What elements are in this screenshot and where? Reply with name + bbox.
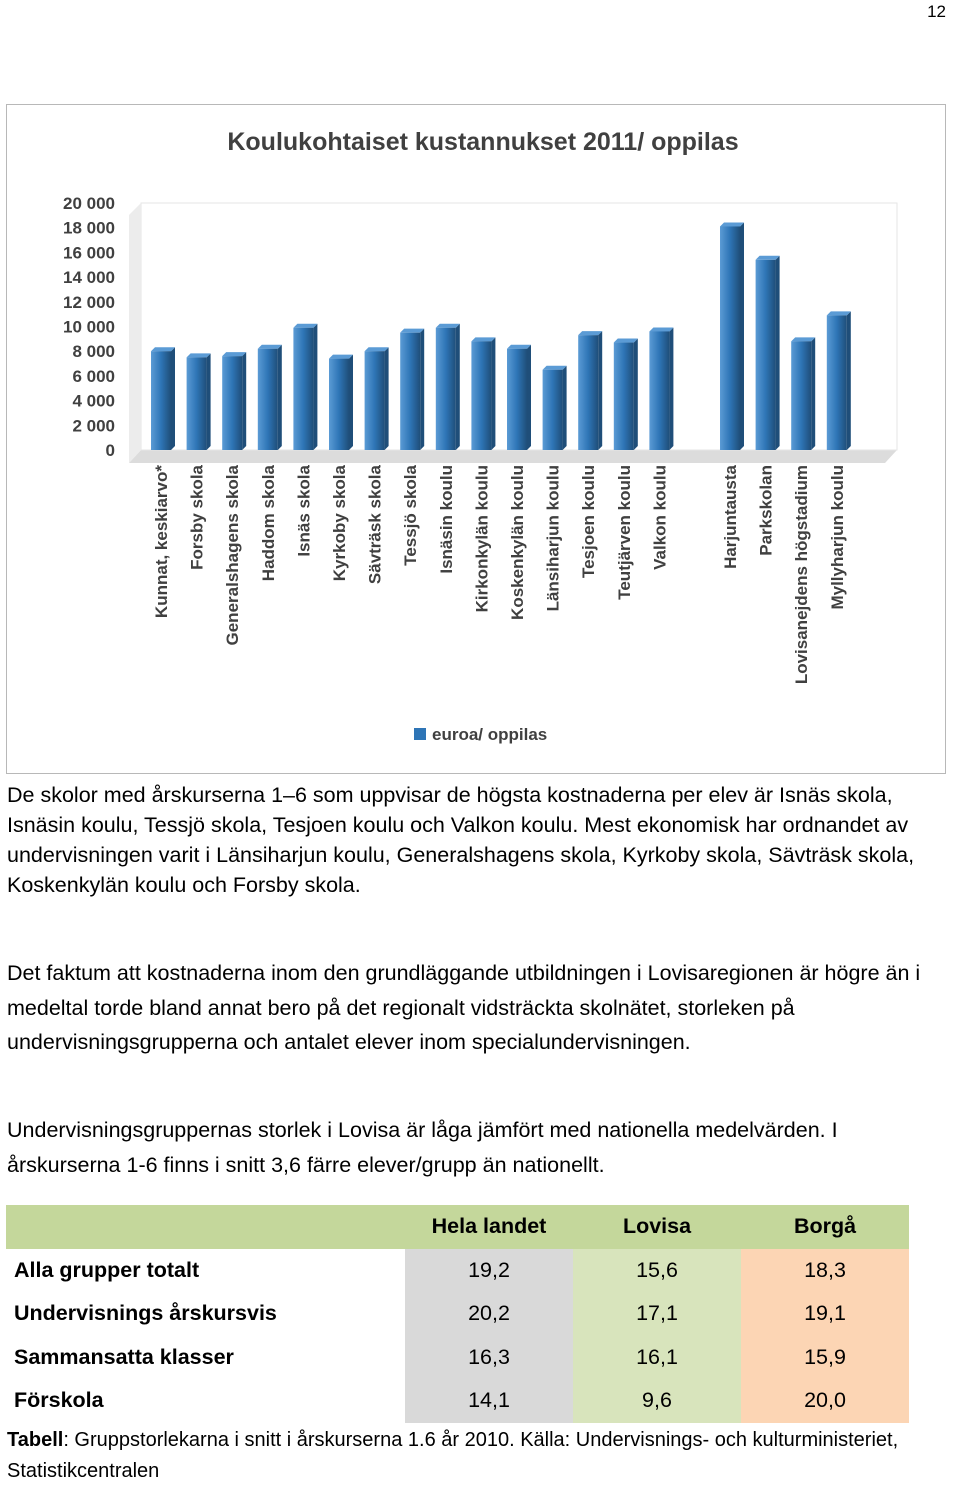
legend-label: euroa/ oppilas — [432, 725, 548, 744]
y-tick-label: 6 000 — [72, 366, 115, 386]
bar-front — [400, 333, 420, 450]
table-header-hela: Hela landet — [405, 1205, 573, 1249]
bar-front — [720, 226, 740, 450]
bar-side — [171, 347, 175, 450]
bar-top — [827, 311, 851, 315]
x-category-label: Isnäs skola — [294, 465, 314, 557]
bar-side — [385, 347, 389, 450]
bar-front — [543, 370, 563, 450]
row-label: Förskola — [6, 1379, 405, 1423]
chart-side-wall — [129, 203, 141, 463]
bar — [329, 355, 353, 450]
bar-side — [349, 355, 353, 450]
y-tick-label: 0 — [105, 441, 115, 460]
y-tick-label: 10 000 — [63, 317, 115, 337]
paragraph-2: Det faktum att kostnaderna inom den grundläggande utbildningen i Lovisaregionen är högre än i medeltal torde bland annat bero på det regionalt vidsträckta skolnätet, storleken på undervisningsgrupperna och antalet elever inom specialundervisningen. — [7, 961, 921, 1054]
bar-side — [847, 311, 851, 450]
y-axis-ticks — [63, 194, 115, 460]
x-category-label: Teutjärven koulu — [614, 465, 634, 600]
table-header-row — [6, 1205, 909, 1249]
cell-lovisa: 16,1 — [573, 1336, 741, 1380]
x-category-label: Kyrkoby skola — [330, 465, 349, 582]
x-category-label: Sävträsk skola — [365, 465, 385, 585]
table-row — [6, 1292, 909, 1336]
cell-borga: 15,9 — [741, 1336, 909, 1380]
bar-top — [293, 324, 317, 328]
table-row — [6, 1379, 909, 1423]
bar-front — [329, 359, 349, 450]
bar-front — [578, 335, 598, 450]
x-category-label: Valkon koulu — [650, 465, 670, 570]
bar-top — [436, 324, 460, 328]
table-row — [6, 1249, 909, 1293]
bar-side — [776, 256, 780, 450]
bar-top — [578, 331, 602, 335]
bar — [151, 347, 175, 450]
bar — [293, 324, 317, 450]
cell-borga: 18,3 — [741, 1249, 909, 1293]
cost-chart — [6, 104, 946, 774]
table-header-blank — [6, 1205, 405, 1249]
bar-front — [151, 351, 171, 450]
x-category-label: Parkskolan — [756, 465, 776, 556]
cell-lovisa: 9,6 — [573, 1379, 741, 1423]
bar-top — [471, 337, 495, 341]
bar — [614, 339, 638, 450]
bar — [258, 345, 282, 450]
page-number: 12 — [927, 2, 946, 21]
bar-side — [313, 324, 317, 450]
bar — [649, 327, 673, 450]
table-header-lovisa: Lovisa — [573, 1205, 741, 1249]
bar-top — [791, 337, 815, 341]
bar — [400, 329, 424, 450]
paragraph-3: Undervisningsgruppernas storlek i Lovisa är låga jämfört med nationella medelvärden. I årskurserna 1-6 finns i snitt 3,6 färre elever/grupp än nationellt. — [7, 1118, 838, 1177]
x-category-label: Harjuntausta — [721, 465, 740, 569]
bar — [578, 331, 602, 450]
y-tick-label: 20 000 — [63, 194, 115, 213]
bar-top — [222, 352, 246, 356]
bar-side — [811, 337, 815, 450]
bar-side — [598, 331, 602, 450]
caption-label: Tabell — [7, 1429, 64, 1451]
table-caption — [7, 1425, 952, 1487]
x-category-label: Kirkonkylän koulu — [472, 465, 492, 613]
chart-floor — [129, 450, 897, 463]
cell-hela: 16,3 — [405, 1336, 573, 1380]
bar — [471, 337, 495, 450]
table-row — [6, 1336, 909, 1380]
x-category-label: Koskenkylän koulu — [508, 465, 527, 620]
bar-top — [507, 345, 531, 349]
x-category-label: Kunnat, keskiarvo* — [152, 465, 171, 619]
table-header-borga: Borgå — [741, 1205, 909, 1249]
bar-top — [365, 347, 389, 351]
x-category-label: Forsby skola — [187, 465, 207, 570]
x-category-label: Lovisanejdens högstadium — [792, 465, 812, 685]
cell-hela: 19,2 — [405, 1249, 573, 1293]
caption-text: : Gruppstorlekarna i snitt i årskurserna 1.6 år 2010. Källa: Undervisnings- och kulturministeriet, Statistikcentralen — [7, 1429, 899, 1482]
cell-borga: 19,1 — [741, 1292, 909, 1336]
bar-top — [649, 327, 673, 331]
bar-top — [258, 345, 282, 349]
bar-side — [207, 353, 211, 450]
bar-front — [365, 351, 385, 450]
bar — [827, 311, 851, 450]
row-label: Alla grupper totalt — [6, 1249, 405, 1293]
bar-side — [491, 337, 495, 450]
y-tick-label: 18 000 — [63, 218, 115, 238]
y-tick-label: 8 000 — [72, 342, 115, 362]
bar-top — [187, 353, 211, 357]
x-category-label: Länsiharjun koulu — [543, 465, 563, 612]
cell-lovisa: 17,1 — [573, 1292, 741, 1336]
cost-chart-svg — [7, 105, 945, 773]
bar — [222, 352, 246, 450]
bar — [187, 353, 211, 450]
legend — [414, 725, 547, 744]
bar — [507, 345, 531, 450]
bar-top — [720, 222, 744, 226]
bar-side — [634, 339, 638, 450]
row-label: Undervisnings årskursvis — [6, 1292, 405, 1336]
x-category-label: Tessjö skola — [401, 465, 421, 566]
legend-swatch — [414, 728, 426, 740]
y-tick-label: 4 000 — [72, 391, 115, 411]
bar-top — [543, 366, 567, 370]
bar-front — [187, 357, 207, 450]
bar-front — [791, 341, 811, 450]
bar-top — [151, 347, 175, 351]
x-category-label: Haddom skola — [258, 465, 278, 582]
cell-hela: 20,2 — [405, 1292, 573, 1336]
bar-top — [329, 355, 353, 359]
cell-hela: 14,1 — [405, 1379, 573, 1423]
bar-top — [400, 329, 424, 333]
bar-front — [756, 260, 776, 450]
bar-front — [436, 328, 456, 450]
bar-side — [669, 327, 673, 450]
bar-side — [563, 366, 567, 450]
bar-side — [740, 222, 744, 450]
bar — [791, 337, 815, 450]
bar-side — [456, 324, 460, 450]
bar — [436, 324, 460, 450]
bar-front — [614, 343, 634, 450]
bar — [720, 222, 744, 450]
bar-front — [293, 328, 313, 450]
y-tick-label: 14 000 — [63, 268, 115, 288]
bar-front — [258, 349, 278, 450]
bar-side — [527, 345, 531, 450]
cell-borga: 20,0 — [741, 1379, 909, 1423]
x-axis-labels — [152, 464, 847, 684]
bar-front — [827, 315, 847, 450]
group-size-table — [6, 1205, 909, 1423]
row-label: Sammansatta klasser — [6, 1336, 405, 1380]
bar-front — [222, 356, 242, 450]
bar-front — [471, 341, 491, 450]
bar-side — [242, 352, 246, 450]
x-category-label: Generalshagens skola — [223, 465, 243, 646]
bar-front — [649, 331, 669, 450]
bar-front — [507, 349, 527, 450]
bar-side — [278, 345, 282, 450]
chart-title: Koulukohtaiset kustannukset 2011/ oppilas — [227, 128, 739, 156]
x-category-label: Myllyharjun koulu — [827, 465, 847, 610]
paragraph-1: De skolor med årskurserna 1–6 som uppvisar de högsta kostnaderna per elev är Isnäs skola, Isnäsin koulu, Tessjö skola, Tesjoen koulu och Valkon koulu. Mest ekonomisk har ordnandet av undervisningen varit i Länsiharjun koulu, Generalshagens skola, Kyrkoby skola, Sävträsk skola, Koskenkylän koulu och Forsby skola. — [7, 783, 915, 897]
bar — [365, 347, 389, 450]
y-tick-label: 12 000 — [63, 292, 115, 312]
bar — [543, 366, 567, 450]
bar-side — [420, 329, 424, 450]
bar-top — [756, 256, 780, 260]
y-tick-label: 2 000 — [72, 416, 115, 436]
bar-top — [614, 339, 638, 343]
y-tick-label: 16 000 — [63, 243, 115, 263]
x-category-label: Tesjoen koulu — [579, 465, 599, 579]
cell-lovisa: 15,6 — [573, 1249, 741, 1293]
bar — [756, 256, 780, 450]
x-category-label: Isnäsin koulu — [436, 465, 456, 574]
